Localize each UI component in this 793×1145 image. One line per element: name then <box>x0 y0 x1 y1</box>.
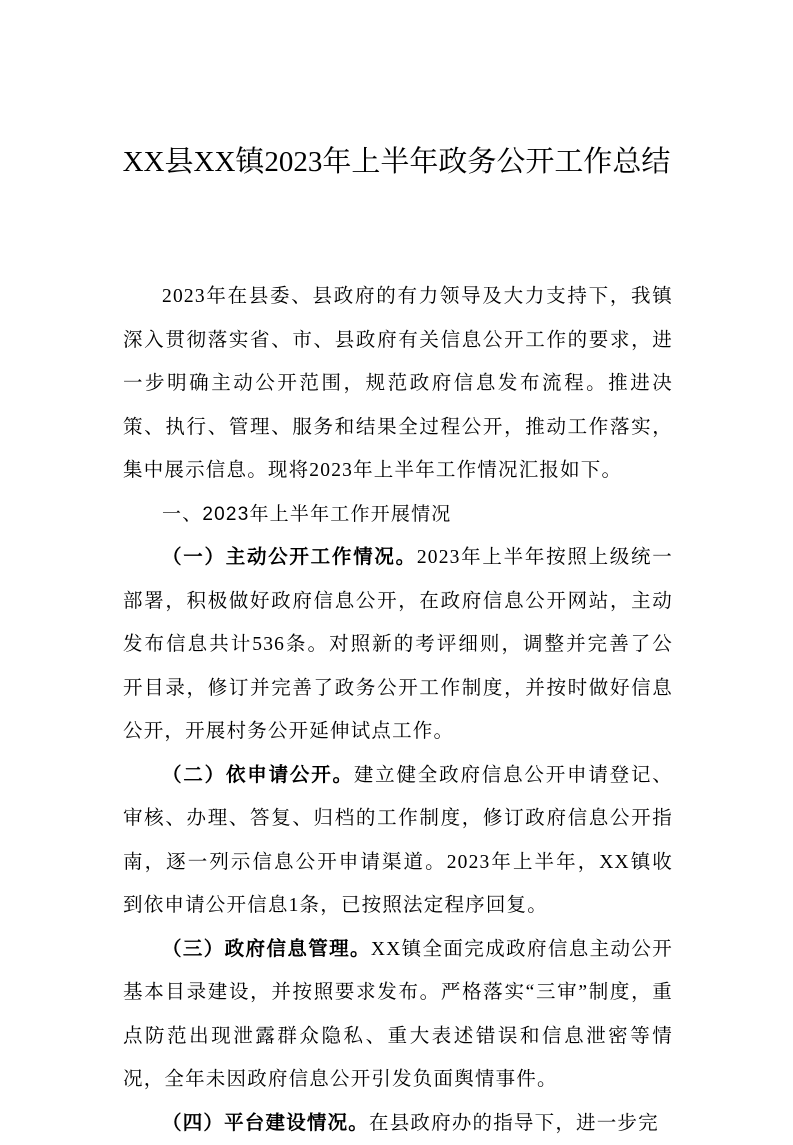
item-paragraph <box>123 928 673 1102</box>
item-text: 2023年上半年按照上级统一部署，积极做好政府信息公开，在政府信息公开网站，主动发布信息共计536条。对照新的考评细则，调整并完善了公开目录，修订并完善了政务公开工作制度，并按时做好信息公开，开展村务公开延伸试点工作。 <box>123 547 673 742</box>
intro-paragraph: 2023年在县委、县政府的有力领导及大力支持下，我镇深入贯彻落实省、市、县政府有关信息公开工作的要求，进一步明确主动公开范围，规范政府信息发布流程。推进决策、执行、管理、服务和结果全过程公开，推动工作落实，集中展示信息。现将2023年上半年工作情况汇报如下。 <box>123 275 673 493</box>
item-lead: （三）政府信息管理。 <box>162 939 371 960</box>
item-text: 建立健全政府信息公开申请登记、审核、办理、答复、归档的工作制度，修订政府信息公开指南，逐一列示信息公开申请渠道。2023年上半年，XX镇收到依申请公开信息1条，已按照法定程序回复。 <box>123 765 673 917</box>
item-text: 在县政府办的指导下，进一步完 <box>369 1113 659 1134</box>
item-lead: （一）主动公开工作情况。 <box>162 547 417 568</box>
item-lead: （二）依申请公开。 <box>162 765 354 786</box>
section-heading: 一、2023年上半年工作开展情况 <box>123 493 673 537</box>
item-paragraph <box>123 754 673 928</box>
item-lead: （四）平台建设情况。 <box>162 1113 369 1134</box>
item-text: XX镇全面完成政府信息主动公开基本目录建设，并按照要求发布。严格落实“三审”制度，重点防范出现泄露群众隐私、重大表述错误和信息泄密等情况，全年未因政府信息公开引发负面舆情事件。 <box>123 939 673 1091</box>
document-body <box>123 275 673 1145</box>
item-paragraph <box>123 1102 673 1145</box>
document-title: XX县XX镇2023年上半年政务公开工作总结 <box>110 134 683 190</box>
item-paragraph <box>123 536 673 754</box>
